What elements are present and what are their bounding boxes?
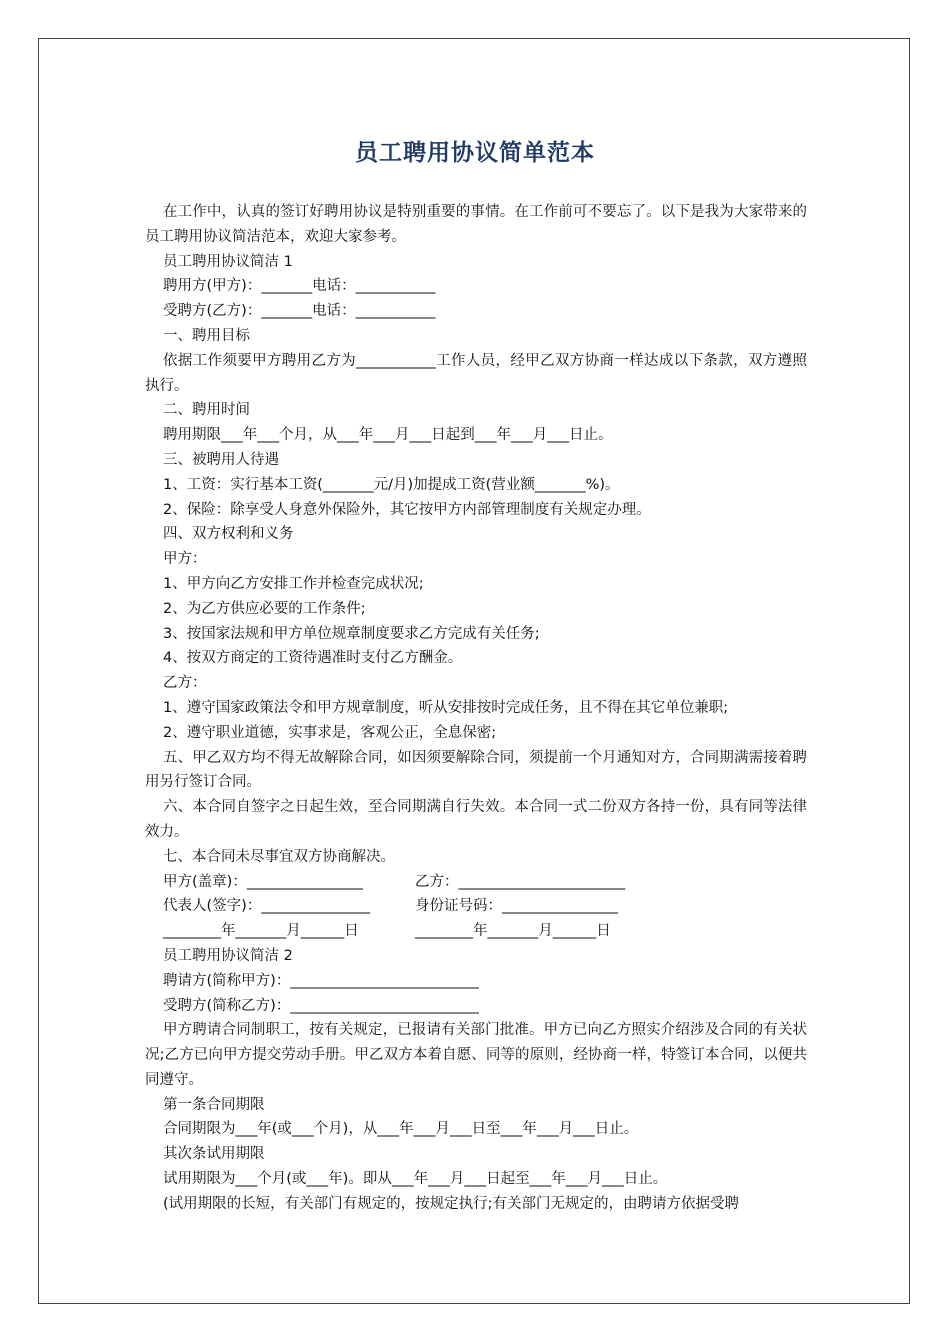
clause-text-3a: 1、工资：实行基本工资(_______元/月)加提成工资(营业额_______%)。	[163, 476, 620, 493]
clause-text-3b: 2、保险：除享受人身意外保险外，其它按甲方内部管理制度有关规定办理。	[163, 501, 651, 518]
party-a-item: 2、为乙方供应必要的工作条件;	[163, 600, 366, 617]
article-text-2: 试用期限为___个月(或___年)。即从___年___月___日起至___年___月___日止。	[163, 1171, 668, 1188]
clause-heading-4: 四、双方权利和义务	[163, 526, 294, 543]
signature-row-1	[145, 870, 807, 895]
document-body	[145, 200, 807, 1217]
intro-paragraph: 在工作中，认真的签订好聘用协议是特别重要的事情。在工作前可不要忘了。以下是我为大家带来的员工聘用协议简洁范本，欢迎大家参考。	[145, 204, 807, 245]
signature-row-2	[145, 894, 807, 919]
clause-heading-1: 一、聘用目标	[163, 327, 250, 344]
section-heading-1: 员工聘用协议简洁 1	[163, 253, 293, 270]
employer-line: 聘用方(甲方)：_______电话：___________	[163, 278, 436, 295]
representative-field: 代表人(签字)：_______________	[163, 898, 371, 915]
document-title: 员工聘用协议简单范本	[355, 140, 595, 166]
hirer-line: 聘请方(简称甲方)：__________________________	[163, 972, 479, 989]
clause-heading-2: 二、聘用时间	[163, 402, 250, 419]
date-field-a: ________年_______月______日	[163, 923, 359, 940]
employee-line: 受聘方(乙方)：_______电话：___________	[163, 303, 436, 320]
clause-text-6: 六、本合同自签字之日起生效，至合同期满自行失效。本合同一式二份双方各持一份，具有同等法律效力。	[145, 799, 807, 840]
section-heading-2: 员工聘用协议简洁 2	[163, 947, 293, 964]
article-heading-1: 第一条合同期限	[163, 1096, 265, 1113]
clause-text-7: 七、本合同未尽事宜双方协商解决。	[163, 848, 395, 865]
party-b-field: 乙方：_______________________	[415, 873, 626, 890]
clause-text-2: 聘用期限___年___个月，从___年___月___日起到___年___月___日止。	[163, 427, 613, 444]
clause-text-1: 依据工作须要甲方聘用乙方为___________工作人员，经甲乙双方协商一样达成以下条款，双方遵照执行。	[145, 352, 807, 394]
id-number-field: 身份证号码：________________	[415, 898, 618, 915]
article-text-1: 合同期限为___年(或___个月)，从___年___月___日至___年___月___日止。	[163, 1121, 639, 1138]
clause-heading-3: 三、被聘用人待遇	[163, 451, 279, 468]
party-a-seal-field: 甲方(盖章)：________________	[163, 873, 363, 890]
party-a-item: 1、甲方向乙方安排工作并检查完成状况;	[163, 575, 424, 592]
party-b-item: 2、遵守职业道德，实事求是，客观公正，全息保密;	[163, 724, 497, 741]
signature-date-row	[145, 919, 807, 944]
date-field-b: ________年_______月______日	[415, 923, 611, 940]
party-b-item: 1、遵守国家政策法令和甲方规章制度，听从安排按时完成任务，且不得在其它单位兼职;	[163, 699, 729, 716]
party-a-label: 甲方：	[163, 551, 207, 568]
party-a-item: 4、按双方商定的工资待遇准时支付乙方酬金。	[163, 650, 463, 667]
contract-preamble: 甲方聘请合同制职工，按有关规定，已报请有关部门批准。甲方已向乙方照实介绍涉及合同的有关状况;乙方已向甲方提交劳动手册。甲乙双方本着自愿、同等的原则，经协商一样，特签订本合同，以便共同遵守。	[145, 1022, 807, 1088]
clause-text-5: 五、甲乙双方均不得无故解除合同，如因须要解除合同，须提前一个月通知对方，合同期满需接着聘用另行签订合同。	[145, 749, 807, 791]
party-a-item: 3、按国家法规和甲方单位规章制度要求乙方完成有关任务;	[163, 625, 540, 642]
hiree-line: 受聘方(简称乙方)：__________________________	[163, 997, 479, 1014]
article-heading-2: 其次条试用期限	[163, 1146, 265, 1163]
article-note-2: (试用期限的长短，有关部门有规定的，按规定执行;有关部门无规定的，由聘请方依据受聘	[163, 1195, 740, 1212]
party-b-label: 乙方：	[163, 675, 207, 692]
